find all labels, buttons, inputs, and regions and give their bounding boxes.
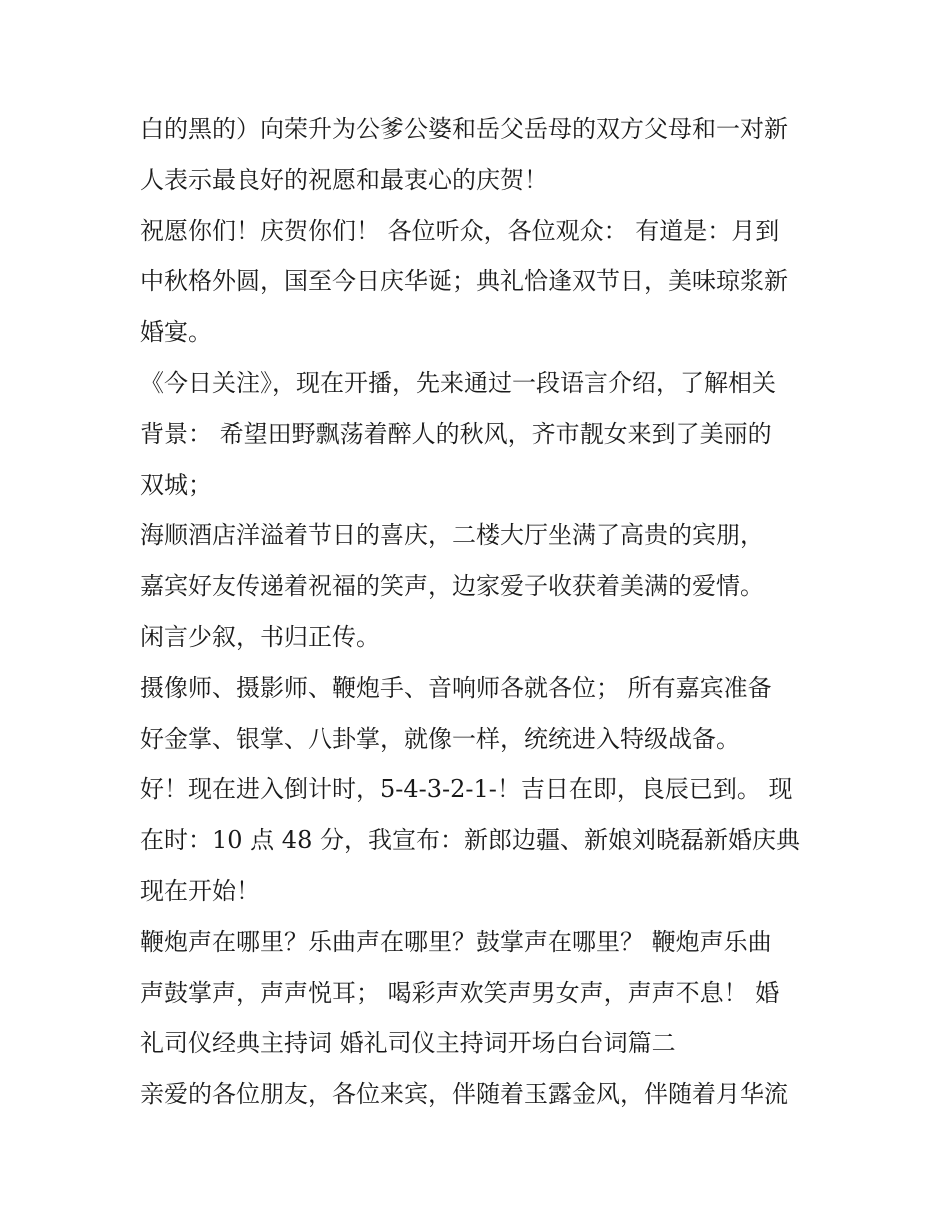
text-line: 声鼓掌声，声声悦耳； 喝彩声欢笑声男女声，声声不息！ 婚 bbox=[140, 978, 780, 1007]
text-line: 摄像师、摄影师、鞭炮手、音响师各就各位； 所有嘉宾准备 bbox=[140, 673, 772, 702]
text-line: 白的黑的）向荣升为公爹公婆和岳父岳母的双方父母和一对新 bbox=[140, 115, 788, 143]
text-line: 海顺酒店洋溢着节日的喜庆，二楼大厅坐满了高贵的宾朋， bbox=[140, 521, 764, 550]
text-line: 中秋格外圆，国至今日庆华诞；典礼恰逢双节日，美味琼浆新 bbox=[140, 267, 788, 296]
text-line: 好金掌、银掌、八卦掌，就像一样，统统进入特级战备。 bbox=[140, 724, 740, 753]
text-line: 鞭炮声在哪里？乐曲声在哪里？鼓掌声在哪里？ 鞭炮声乐曲 bbox=[140, 927, 772, 956]
text-line: 在时：10 点 48 分，我宣布：新郎边疆、新娘刘晓磊新婚庆典 bbox=[140, 826, 800, 855]
text-line: 现在开始！ bbox=[140, 876, 260, 905]
text-line: 婚宴。 bbox=[140, 318, 212, 347]
text-line: 双城； bbox=[140, 470, 212, 499]
text-line: 好！现在进入倒计时，5-4-3-2-1-！吉日在即，良辰已到。 现 bbox=[140, 775, 793, 804]
text-line: 人表示最良好的祝愿和最衷心的庆贺！ bbox=[140, 165, 548, 194]
text-line: 礼司仪经典主持词 婚礼司仪主持词开场白台词篇二 bbox=[140, 1029, 676, 1058]
text-line: 闲言少叙，书归正传。 bbox=[140, 622, 380, 651]
text-line: 背景： 希望田野飘荡着醉人的秋风，齐市靓女来到了美丽的 bbox=[140, 419, 772, 448]
document-body bbox=[140, 104, 820, 1120]
text-line: 亲爱的各位朋友，各位来宾，伴随着玉露金风，伴随着月华流 bbox=[140, 1080, 788, 1109]
text-line: 《今日关注》，现在开播，先来通过一段语言介绍，了解相关 bbox=[140, 368, 776, 397]
text-line: 祝愿你们！庆贺你们！ 各位听众，各位观众： 有道是：月到 bbox=[140, 216, 780, 245]
text-line: 嘉宾好友传递着祝福的笑声，边家爱子收获着美满的爱情。 bbox=[140, 572, 764, 601]
